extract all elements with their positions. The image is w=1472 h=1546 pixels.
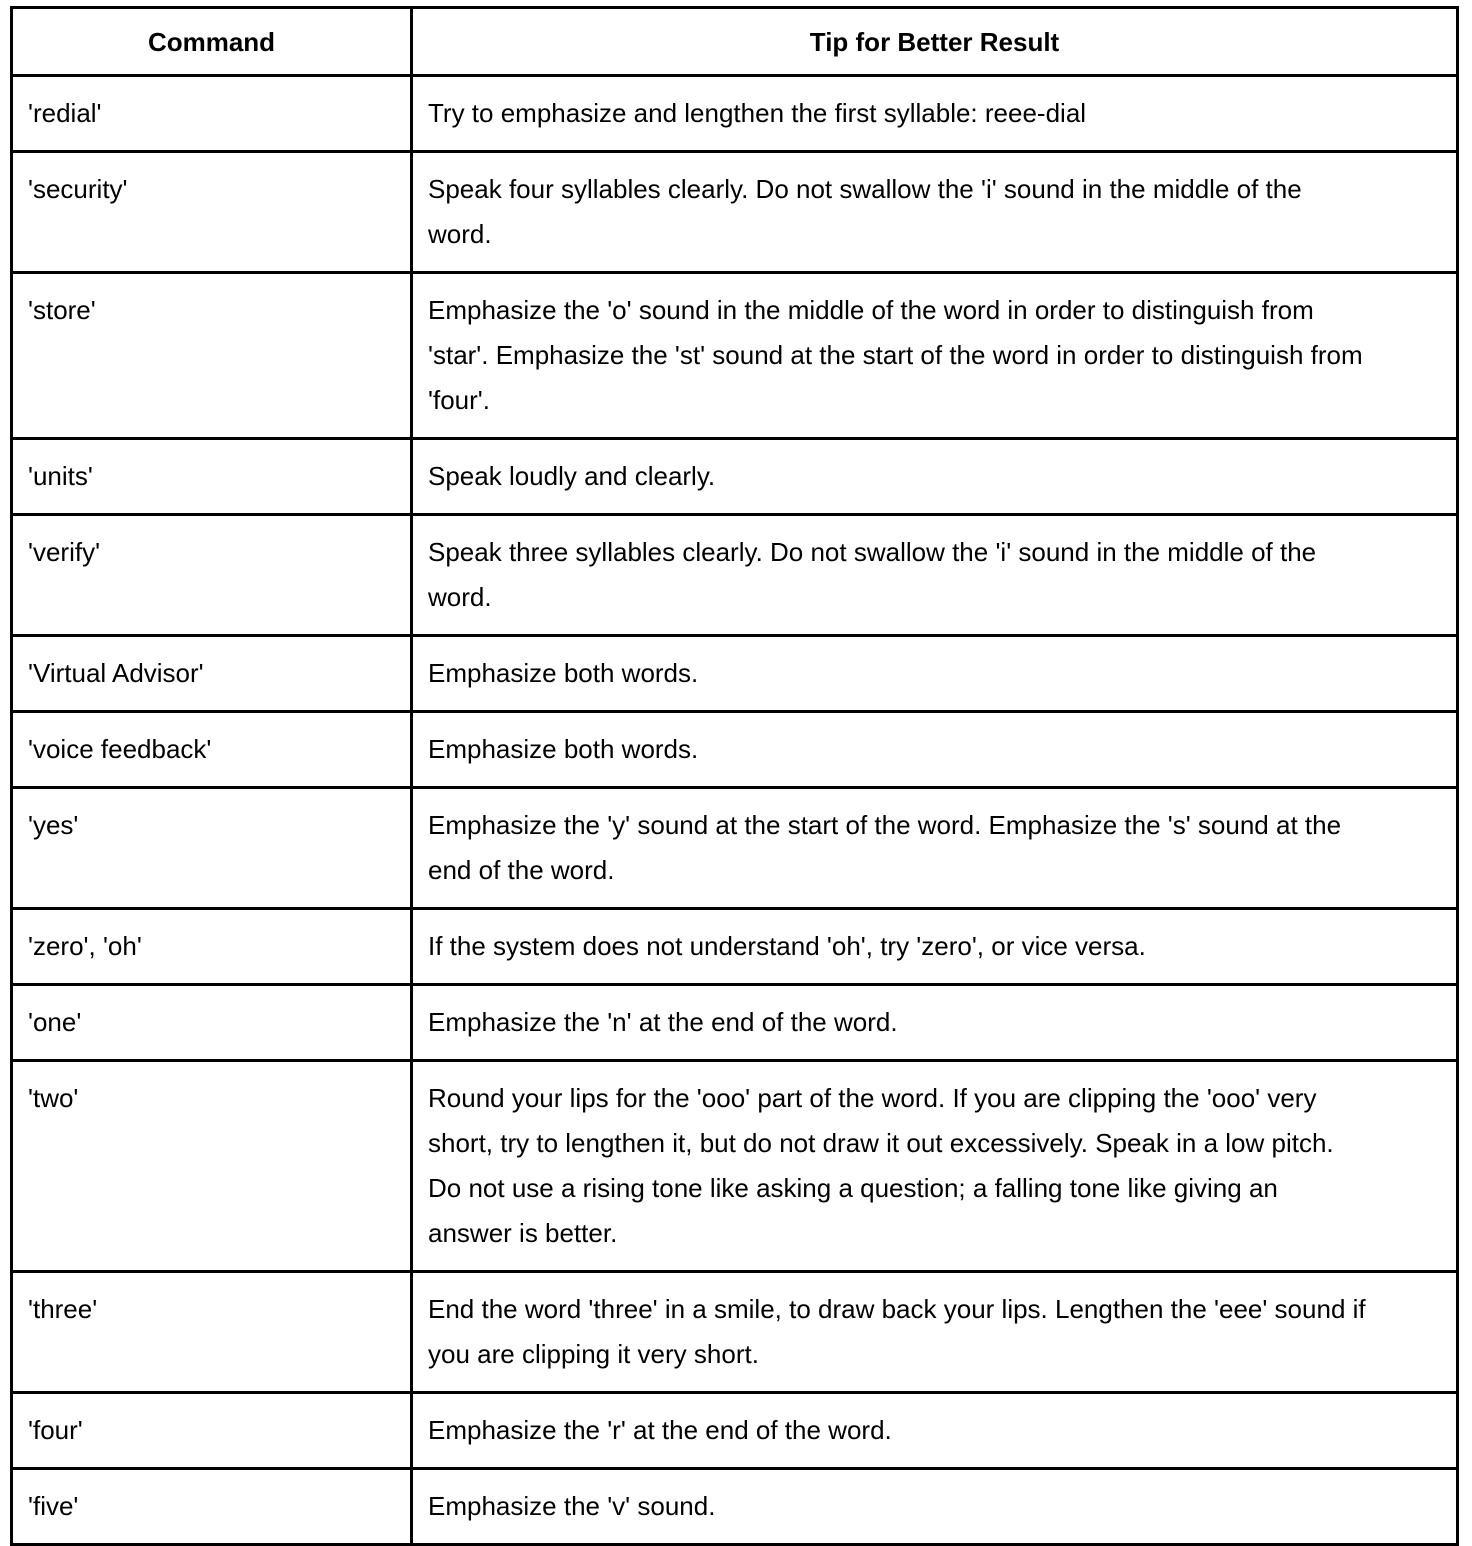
table-row bbox=[12, 1393, 1458, 1469]
tip-cell: Try to emphasize and lengthen the first syllable: reee-dial bbox=[412, 76, 1458, 152]
tip-cell: Emphasize both words. bbox=[412, 636, 1458, 712]
tip-cell: Emphasize the 'n' at the end of the word. bbox=[412, 985, 1458, 1061]
command-cell: 'four' bbox=[12, 1393, 412, 1469]
command-cell: 'voice feedback' bbox=[12, 712, 412, 788]
tip-cell: Round your lips for the 'ooo' part of the word. If you are clipping the 'ooo' very short, try to lengthen it, but do not draw it out excessively. Speak in a low pitch. Do not use a rising tone like asking a question; a falling tone like giving an answer is better. bbox=[412, 1061, 1458, 1272]
column-header-command: Command bbox=[12, 8, 412, 76]
table-row bbox=[12, 439, 1458, 515]
table-row bbox=[12, 636, 1458, 712]
command-cell: 'Virtual Advisor' bbox=[12, 636, 412, 712]
command-cell: 'zero', 'oh' bbox=[12, 909, 412, 985]
tip-cell: Emphasize the 'o' sound in the middle of the word in order to distinguish from 'star'. Emphasize the 'st' sound at the start of the word in order to distinguish from 'four'. bbox=[412, 273, 1458, 439]
column-header-tip: Tip for Better Result bbox=[412, 8, 1458, 76]
command-cell: 'store' bbox=[12, 273, 412, 439]
command-cell: 'two' bbox=[12, 1061, 412, 1272]
table-row bbox=[12, 515, 1458, 636]
tip-cell: Speak three syllables clearly. Do not swallow the 'i' sound in the middle of the word. bbox=[412, 515, 1458, 636]
table-row bbox=[12, 1272, 1458, 1393]
tip-cell: If the system does not understand 'oh', try 'zero', or vice versa. bbox=[412, 909, 1458, 985]
table-row bbox=[12, 909, 1458, 985]
command-cell: 'three' bbox=[12, 1272, 412, 1393]
table-row bbox=[12, 152, 1458, 273]
command-cell: 'units' bbox=[12, 439, 412, 515]
table-row bbox=[12, 985, 1458, 1061]
command-cell: 'five' bbox=[12, 1469, 412, 1545]
tip-cell: Emphasize the 'r' at the end of the word. bbox=[412, 1393, 1458, 1469]
table-header-row bbox=[12, 8, 1458, 76]
tip-cell: Emphasize the 'y' sound at the start of the word. Emphasize the 's' sound at the end of the word. bbox=[412, 788, 1458, 909]
tip-cell: End the word 'three' in a smile, to draw back your lips. Lengthen the 'eee' sound if you are clipping it very short. bbox=[412, 1272, 1458, 1393]
command-cell: 'yes' bbox=[12, 788, 412, 909]
tip-cell: Speak loudly and clearly. bbox=[412, 439, 1458, 515]
command-cell: 'verify' bbox=[12, 515, 412, 636]
tip-cell: Speak four syllables clearly. Do not swallow the 'i' sound in the middle of the word. bbox=[412, 152, 1458, 273]
tip-cell: Emphasize both words. bbox=[412, 712, 1458, 788]
table-row bbox=[12, 273, 1458, 439]
table-row bbox=[12, 1061, 1458, 1272]
tip-cell: Emphasize the 'v' sound. bbox=[412, 1469, 1458, 1545]
command-cell: 'one' bbox=[12, 985, 412, 1061]
command-cell: 'security' bbox=[12, 152, 412, 273]
table-row bbox=[12, 788, 1458, 909]
command-cell: 'redial' bbox=[12, 76, 412, 152]
table-row bbox=[12, 712, 1458, 788]
table-row bbox=[12, 76, 1458, 152]
voice-command-tips-table bbox=[10, 6, 1459, 1546]
table-row bbox=[12, 1469, 1458, 1545]
